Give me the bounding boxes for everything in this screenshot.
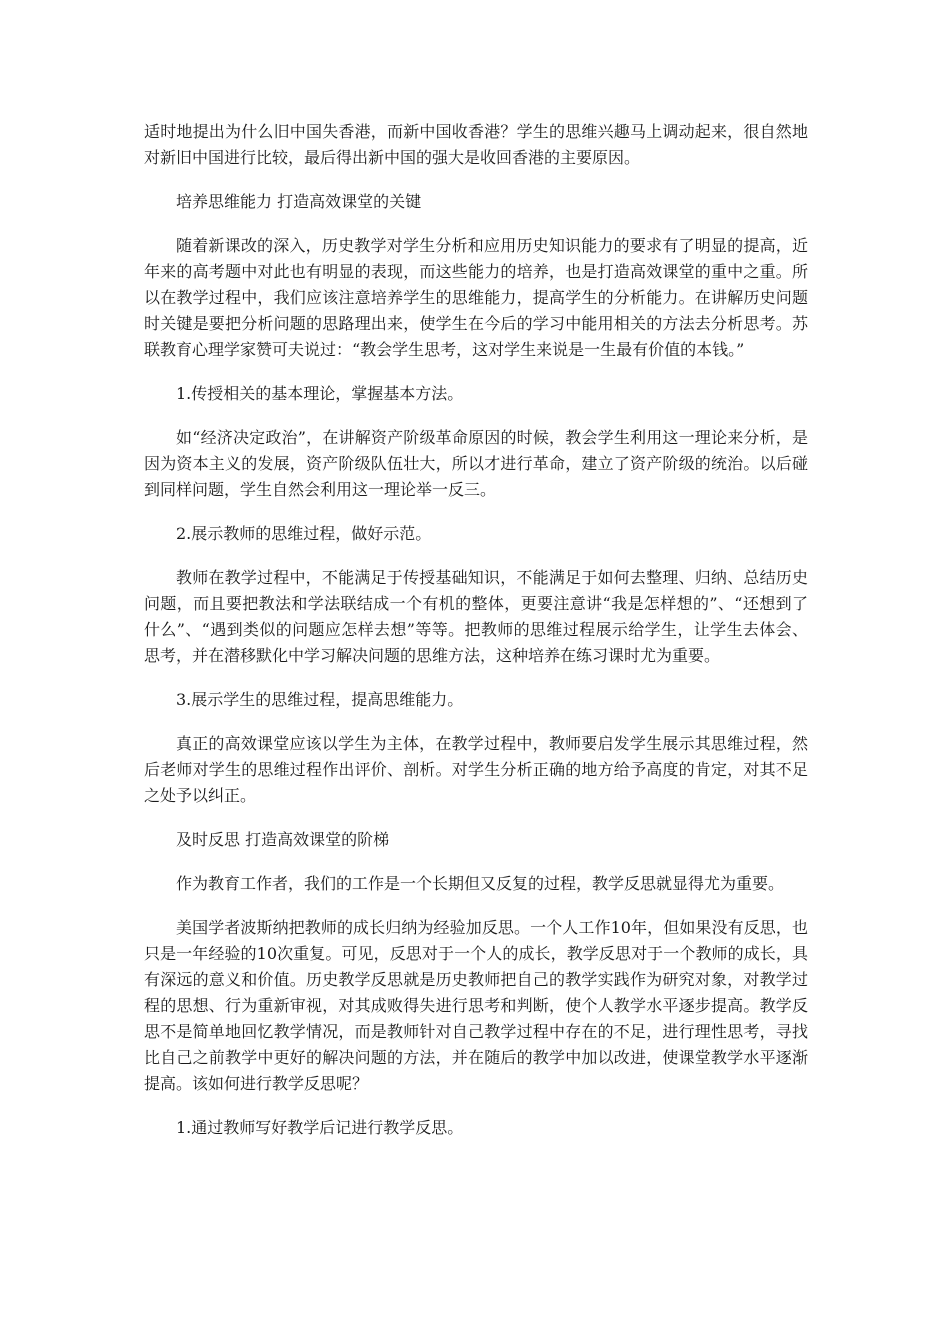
paragraph-intro-continuation: 适时地提出为什么旧中国失香港，而新中国收香港？学生的思维兴趣马上调动起来，很自然地对新旧中国进行比较，最后得出新中国的强大是收回香港的主要原因。	[144, 122, 808, 167]
paragraph-student-thinking: 真正的高效课堂应该以学生为主体，在教学过程中，教师要启发学生展示其思维过程，然后老师对学生的思维过程作出评价、剖析。对学生分析正确的地方给予高度的肯定，对其不足之处予以纠正。	[144, 734, 808, 805]
paragraph-teacher-thinking: 教师在教学过程中，不能满足于传授基础知识，不能满足于如何去整理、归纳、总结历史问题，而且要把教法和学法联结成一个有机的整体，更要注意讲“我是怎样想的”、“还想到了什么”、“遇到类似的问题应怎样去想”等等。把教师的思维过程展示给学生，让学生去体会、思考，并在潜移默化中学习解决问题的思维方法，这种培养在练习课时尤为重要。	[144, 568, 808, 665]
paragraph-economy-politics: 如“经济决定政治”，在讲解资产阶级革命原因的时候，教会学生利用这一理论来分析，是因为资本主义的发展，资产阶级队伍壮大，所以才进行革命，建立了资产阶级的统治。以后碰到同样问题，学生自然会利用这一理论举一反三。	[144, 428, 808, 499]
list-item-2-teacher-thinking: 2.展示教师的思维过程，做好示范。	[176, 524, 432, 543]
paragraph-reflection-importance: 作为教育工作者，我们的工作是一个长期但又反复的过程，教学反思就显得尤为重要。	[176, 874, 785, 893]
section-heading-thinking-ability: 培养思维能力 打造高效课堂的关键	[176, 192, 422, 211]
list-item-1-teaching-notes: 1.通过教师写好教学后记进行教学反思。	[176, 1118, 464, 1137]
document-body	[144, 119, 808, 1159]
list-item-1-basic-theory: 1.传授相关的基本理论，掌握基本方法。	[176, 384, 464, 403]
paragraph-thinking-ability: 随着新课改的深入，历史教学对学生分析和应用历史知识能力的要求有了明显的提高，近年来的高考题中对此也有明显的表现，而这些能力的培养，也是打造高效课堂的重中之重。所以在教学过程中，我们应该注意培养学生的思维能力，提高学生的分析能力。在讲解历史问题时关键是要把分析问题的思路理出来，使学生在今后的学习中能用相关的方法去分析思考。苏联教育心理学家赞可夫说过：“教会学生思考，这对学生来说是一生最有价值的本钱。”	[144, 236, 808, 359]
paragraph-posner-reflection: 美国学者波斯纳把教师的成长归纳为经验加反思。一个人工作10年，但如果没有反思，也只是一年经验的10次重复。可见，反思对于一个人的成长，教学反思对于一个教师的成长，具有深远的意义和价值。历史教学反思就是历史教师把自己的教学实践作为研究对象，对教学过程的思想、行为重新审视，对其成败得失进行思考和判断，使个人教学水平逐步提高。教学反思不是简单地回忆教学情况，而是教师针对自己教学过程中存在的不足，进行理性思考，寻找比自己之前教学中更好的解决问题的方法，并在随后的教学中加以改进，使课堂教学水平逐渐提高。该如何进行教学反思呢？	[144, 918, 808, 1093]
section-heading-reflection: 及时反思 打造高效课堂的阶梯	[176, 830, 390, 849]
list-item-3-student-thinking: 3.展示学生的思维过程，提高思维能力。	[176, 690, 464, 709]
